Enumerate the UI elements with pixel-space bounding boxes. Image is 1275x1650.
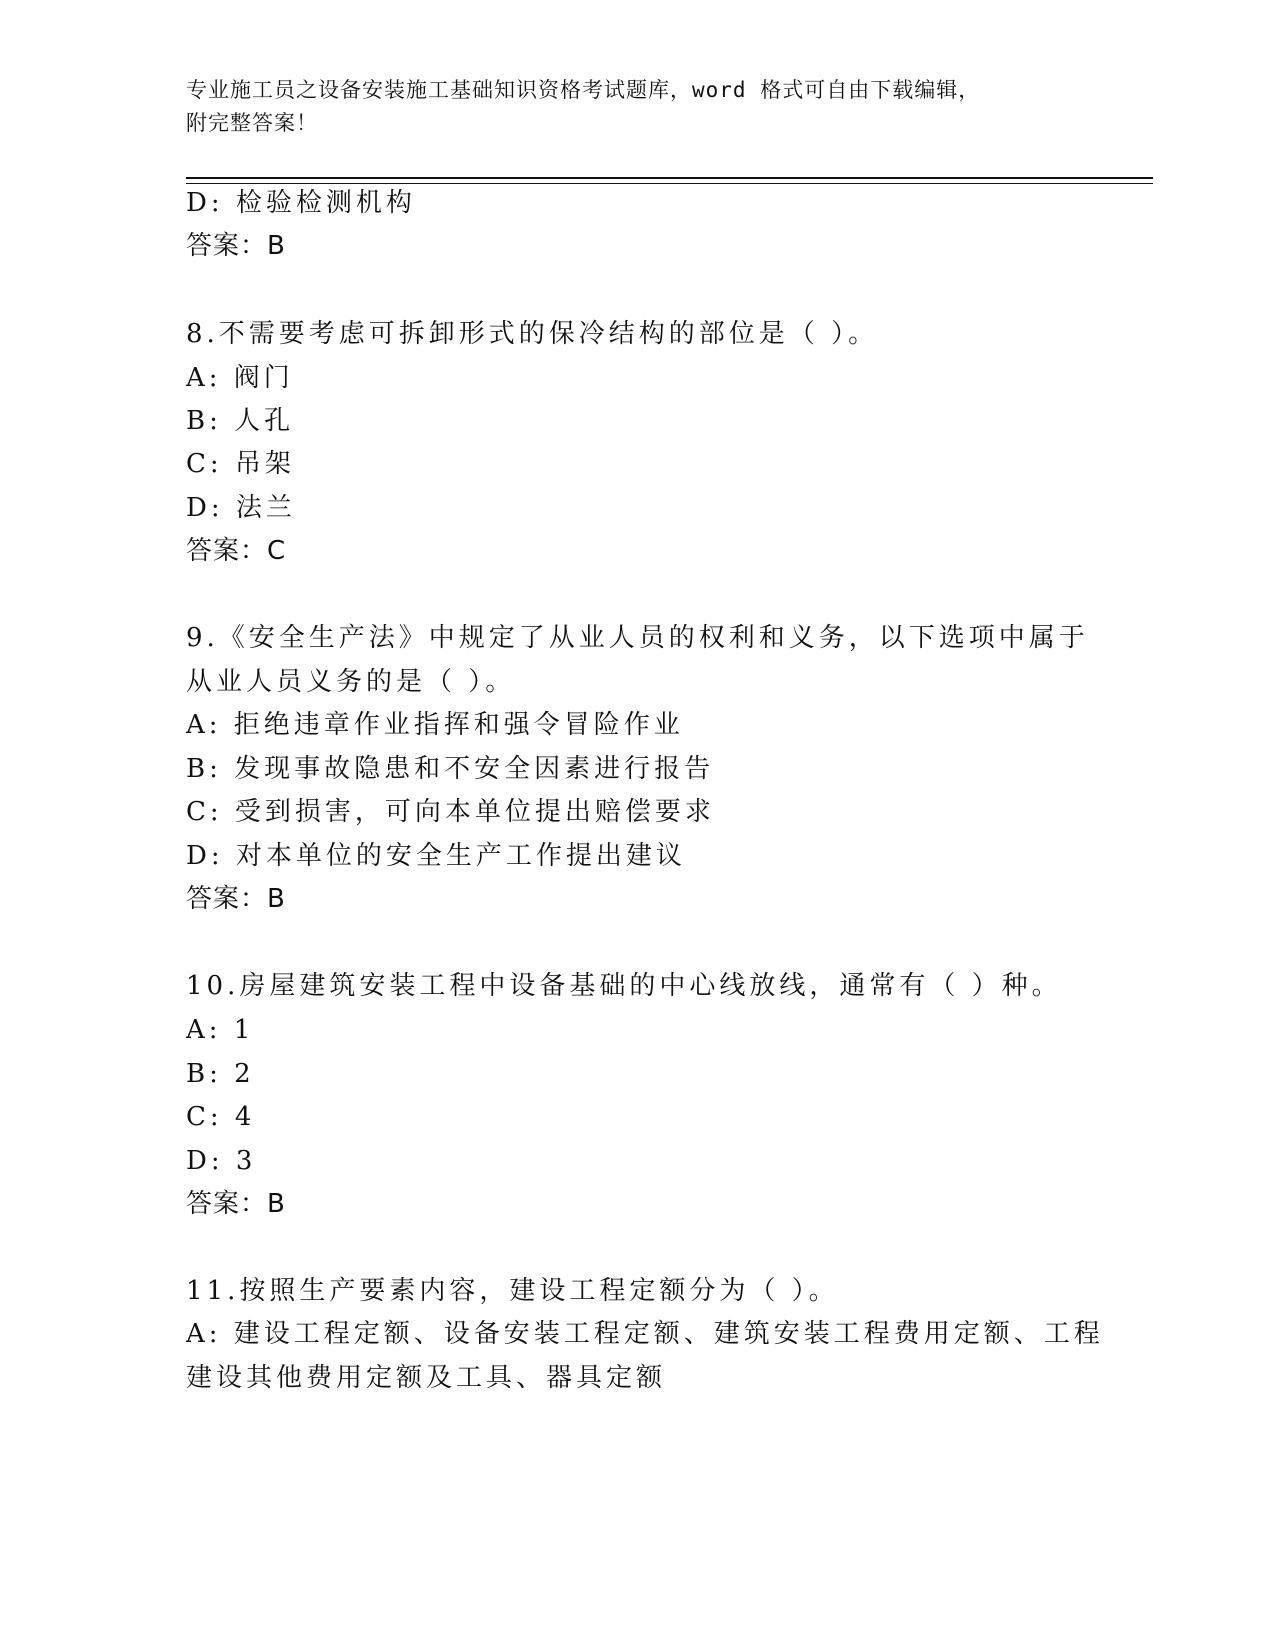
question-9-answer: 答案：B (186, 884, 286, 914)
question-9-option-a: A: 拒绝违章作业指挥和强令冒险作业 (186, 710, 684, 740)
question-11-option-a-line-2: 建设其他费用定额及工具、器具定额 (186, 1363, 667, 1393)
page-header (186, 74, 1066, 140)
question-9-text-line-2: 从业人员义务的是（ ）。 (186, 667, 516, 697)
question-10-option-d: D: 3 (186, 1146, 257, 1176)
question-9-text-line-1: 9.《安全生产法》中规定了从业人员的权利和义务，以下选项中属于 (186, 623, 1089, 653)
question-10-option-b: B: 2 (186, 1059, 255, 1089)
question-10-option-c: C: 4 (186, 1102, 256, 1132)
header-divider-thick (186, 177, 1153, 179)
question-8-option-c: C: 吊架 (186, 449, 295, 479)
question-8-option-b: B: 人孔 (186, 406, 295, 436)
question-9-option-b: B: 发现事故隐患和不安全因素进行报告 (186, 754, 715, 784)
header-divider-thin (186, 183, 1153, 184)
question-9-option-c: C: 受到损害，可向本单位提出赔偿要求 (186, 797, 715, 827)
header-line-2: 附完整答案！ (186, 111, 318, 135)
question-10-answer: 答案：B (186, 1189, 286, 1219)
question-8-option-d: D: 法兰 (186, 493, 296, 523)
question-11-text: 11.按照生产要素内容，建设工程定额分为（ ）。 (186, 1276, 839, 1306)
question-8-text: 8.不需要考虑可拆卸形式的保冷结构的部位是（ ）。 (186, 319, 879, 349)
header-line-1: 专业施工员之设备安装施工基础知识资格考试题库，word 格式可自由下载编辑， (186, 78, 981, 102)
question-8-option-a: A: 阀门 (186, 363, 294, 393)
question-10-text: 10.房屋建筑安装工程中设备基础的中心线放线，通常有（ ）种。 (186, 971, 1062, 1001)
question-10-option-a: A: 1 (186, 1015, 255, 1045)
question-9-option-d: D: 对本单位的安全生产工作提出建议 (186, 841, 686, 871)
prev-question-answer: 答案：B (186, 231, 286, 261)
question-8-answer: 答案：C (186, 536, 287, 566)
question-11-option-a-line-1: A: 建设工程定额、设备安装工程定额、建筑安装工程费用定额、工程 (186, 1319, 1104, 1349)
prev-question-option-d: D: 检验检测机构 (186, 188, 416, 218)
